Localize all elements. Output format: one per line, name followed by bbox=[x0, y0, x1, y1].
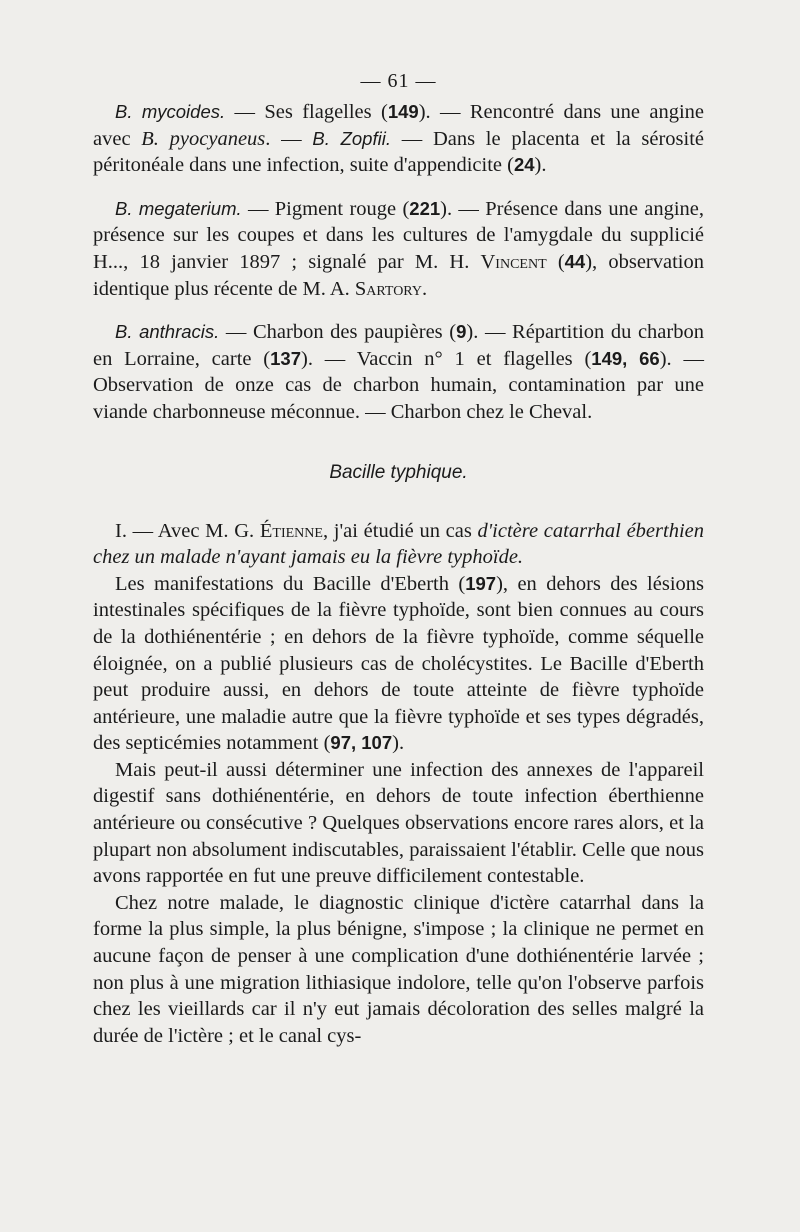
entry-b-mycoides: B. mycoides. — Ses flagelles (149). — Rencontré dans une angine avec B. pyocyaneus. — B. Zopfii. — Dans le placenta et la sérosité péritonéale dans une infection, suite d'appendicite (24). bbox=[93, 101, 705, 177]
reference-number: 137 bbox=[270, 347, 301, 369]
reference-number: 197 bbox=[465, 572, 497, 594]
author-name: Sartory bbox=[354, 277, 422, 300]
reference-number: 9 bbox=[456, 321, 467, 343]
author-name: Étienne bbox=[259, 519, 323, 542]
paragraph-diagnosis: Chez notre malade, le diagnostic clinique d'ictère catarrhal dans la forme la plus simple, la plus bénigne, s'impose ; la clinique ne permet en aucune façon de penser à une complication d'une dothiénentérie larvée ; non plus à une migration lithiasique indolore, telle qu'on l'observe parfois chez les vieillards car il n'y eut jamais décoloration des selles malgré la durée de l'ictère ; et le canal cys- bbox=[93, 891, 704, 1047]
paragraph-manifestations: Les manifestations du Bacille d'Eberth (197), en dehors des lésions intestinales spécifiques de la fièvre typhoïde, sont bien connues au cours de la dothiénentérie ; en dehors de la fièvre typhoïde, comme séquelle éloignée, on a publié plusieurs cas de cholécystites. Le Bacille d'Eberth peut produire aussi, en dehors de toute atteinte de fièvre typhoïde antérieure, une maladie autre que la fièvre typhoïde et ses types dégradés, des septicémies notamment (97, 107). bbox=[93, 572, 704, 755]
section-title: Bacille typhique. bbox=[329, 461, 468, 483]
species-name: B. Zopfii. bbox=[312, 127, 391, 149]
reference-number: 44 bbox=[564, 250, 586, 272]
reference-number: 97, 107 bbox=[330, 732, 393, 754]
reference-number: 149, 66 bbox=[591, 347, 660, 369]
species-name: B. anthracis. bbox=[115, 321, 220, 343]
species-name: B. mycoides. bbox=[115, 101, 226, 122]
reference-number: 221 bbox=[409, 197, 441, 219]
entry-b-anthracis: B. anthracis. — Charbon des paupières (9). — Répartition du charbon en Lorraine, carte (137). — Vaccin n° 1 et flagelles (149, 66). — Observation de onze cas de charbon humain, contamination par une viande charbonneuse méconnue. — Charbon chez le Cheval. bbox=[93, 321, 704, 423]
species-name: B. megaterium. bbox=[115, 197, 242, 219]
italic-title: d'ictère catarrhal éberthien chez un malade n'ayant jamais eu la fièvre typhoïde. bbox=[93, 519, 704, 569]
entry-b-megaterium: B. megaterium. — Pigment rouge (221). — Présence dans une angine, présence sur les coupes et dans les cultures de l'amygdale du supplicié H..., 18 janvier 1897 ; signalé par M. H. Vincent (44), observation identique plus récente de M. A. Sartory. bbox=[93, 197, 705, 300]
paragraph-intro: I. — Avec M. G. Étienne, j'ai étudié un cas d'ictère catarrhal éberthien chez un malade n'ayant jamais eu la fièvre typhoïde. bbox=[93, 519, 704, 569]
page-number: — 61 — bbox=[360, 70, 437, 92]
paragraph-question: Mais peut-il aussi déterminer une infection des annexes de l'appareil digestif sans dothiénentérie, en dehors de toute infection éberthienne antérieure ou consécutive ? Quelques observations encore rares alors, et la plupart non absolument indiscutables, paraissaient l'établir. Celle que nous avons rapportée en fut une preuve difficilement contestable. bbox=[93, 758, 704, 888]
reference-number: 24 bbox=[513, 154, 535, 176]
species-name-italic: B. pyocyaneus bbox=[141, 127, 266, 150]
reference-number: 149 bbox=[387, 101, 419, 122]
author-name: Vincent bbox=[480, 250, 547, 273]
